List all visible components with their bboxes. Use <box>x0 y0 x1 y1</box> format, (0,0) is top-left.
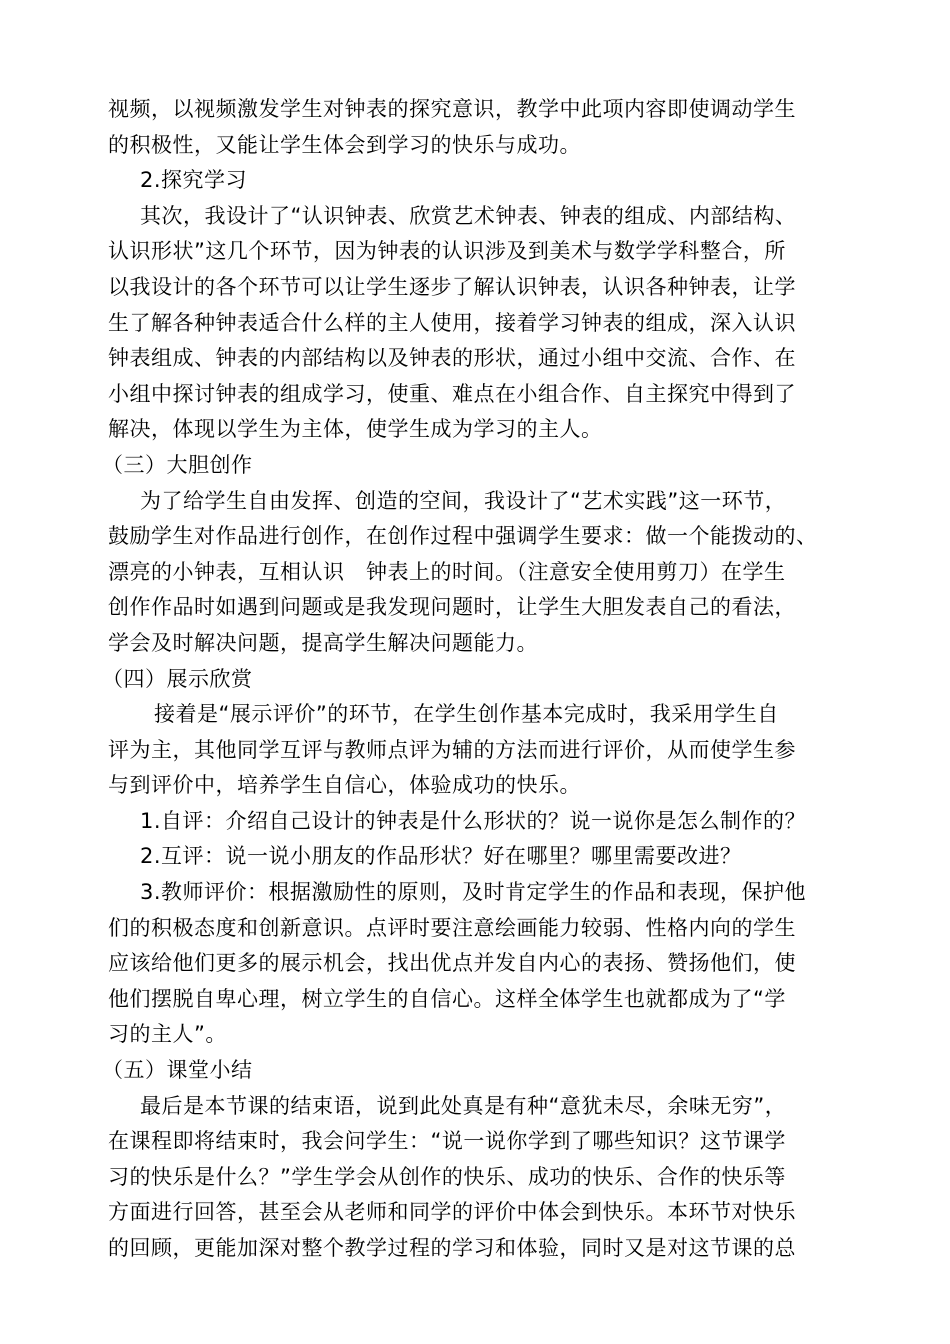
paragraph-line: 学会及时解决问题，提高学生解决问题能力。 <box>108 630 538 655</box>
paragraph-line: 他们摆脱自卑心理，树立学生的自信心。这样全体学生也就都成为了“学 <box>108 986 786 1011</box>
paragraph-line: 评为主，其他同学互评与教师点评为辅的方法而进行评价，从而使学生参 <box>108 737 796 762</box>
paragraph-line: 与到评价中，培养学生自信心，体验成功的快乐。 <box>108 773 581 798</box>
list-item-self-evaluation: 1.自评：介绍自己设计的钟表是什么形状的？说一说你是怎么制作的？ <box>140 808 807 833</box>
paragraph-line: 视频，以视频激发学生对钟表的探究意识，教学中此项内容即使调动学生 <box>108 97 796 121</box>
section-heading-creation: （三）大胆创作 <box>102 452 253 477</box>
paragraph-line: 生了解各种钟表适合什么样的主人使用，接着学习钟表的组成，深入认识 <box>108 310 796 335</box>
paragraph-line: 创作作品时如遇到问题或是我发现问题时，让学生大胆发表自己的看法， <box>108 595 796 620</box>
list-item-peer-evaluation: 2.互评：说一说小朋友的作品形状？好在哪里？哪里需要改进？ <box>140 844 742 869</box>
paragraph-line: 鼓励学生对作品进行创作，在创作过程中强调学生要求：做一个能拨动的、 <box>108 524 818 549</box>
paragraph-line: 解决，体现以学生为主体，使学生成为学习的主人。 <box>108 417 603 442</box>
paragraph-line: 习的快乐是什么？”学生学会从创作的快乐、成功的快乐、合作的快乐等 <box>108 1164 786 1189</box>
paragraph-line: 们的积极态度和创新意识。点评时要注意绘画能力较弱、性格内向的学生 <box>108 915 796 940</box>
paragraph-line: 在课程即将结束时，我会问学生：“说一说你学到了哪些知识？这节课学 <box>108 1129 786 1154</box>
paragraph-line: 接着是“展示评价”的环节，在学生创作基本完成时，我采用学生自 <box>154 702 779 727</box>
document-body <box>102 92 848 1267</box>
paragraph-line: 钟表组成、钟表的内部结构以及钟表的形状，通过小组中交流、合作、在 <box>108 346 796 371</box>
paragraph-line: 漂亮的小钟表，互相认识 钟表上的时间。（注意安全使用剪刀）在学生 <box>108 559 786 584</box>
paragraph-line: 最后是本节课的结束语，说到此处真是有种“意犹未尽，余味无穷”， <box>140 1093 787 1118</box>
paragraph-line: 其次，我设计了“认识钟表、欣赏艺术钟表、钟表的组成、内部结构、 <box>140 203 797 228</box>
paragraph-line: 的回顾，更能加深对整个教学过程的学习和体验，同时又是对这节课的总 <box>108 1236 796 1260</box>
paragraph-line: 小组中探讨钟表的组成学习，使重、难点在小组合作、自主探究中得到了 <box>108 381 796 406</box>
section-heading-summary: （五）课堂小结 <box>102 1058 253 1083</box>
paragraph-line: 习的主人”。 <box>108 1022 227 1047</box>
list-item-teacher-evaluation: 3.教师评价：根据激励性的原则，及时肯定学生的作品和表现，保护他 <box>140 880 807 905</box>
paragraph-line: 以我设计的各个环节可以让学生逐步了解认识钟表，认识各种钟表，让学 <box>108 274 796 299</box>
paragraph-line: 应该给他们更多的展示机会，找出优点并发自内心的表扬、赞扬他们，使 <box>108 951 796 976</box>
paragraph-line: 认识形状”这几个环节，因为钟表的认识涉及到美术与数学学科整合，所 <box>108 239 786 264</box>
paragraph-line: 方面进行回答，甚至会从老师和同学的评价中体会到快乐。本环节对快乐 <box>108 1200 796 1225</box>
paragraph-line: 为了给学生自由发挥、创造的空间，我设计了“艺术实践”这一环节， <box>140 488 787 513</box>
section-heading-showcase: （四）展示欣赏 <box>102 666 253 691</box>
section-heading-inquiry-learning: 2.探究学习 <box>140 168 248 193</box>
paragraph-line: 的积极性，又能让学生体会到学习的快乐与成功。 <box>108 132 581 157</box>
